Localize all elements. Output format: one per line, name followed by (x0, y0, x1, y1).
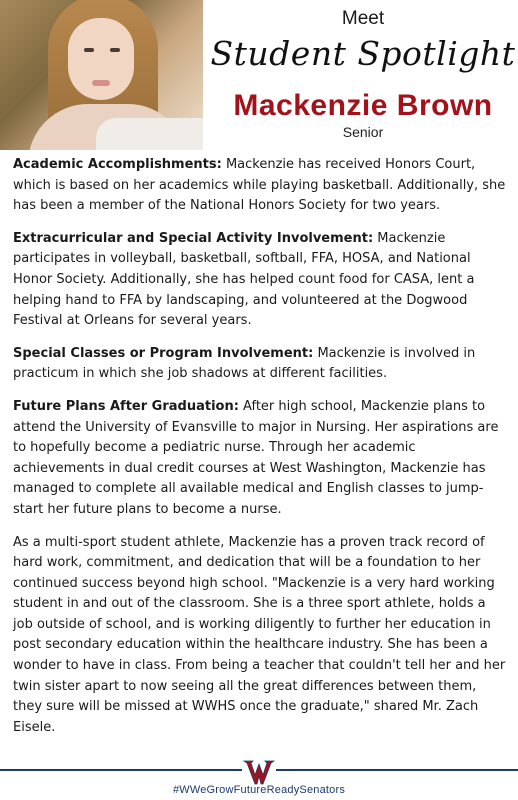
section-text: Mackenzie participates in volleyball, basketball, softball, FFA, HOSA, and National Honor Society. Additionally, she has helped count food for CASA, lent a helping hand to FFA by landscaping, and volunteered at the Dogwood Festival at Orleans for several years. (13, 230, 475, 329)
photo-eye-right (110, 48, 120, 52)
student-name: Mackenzie Brown (233, 89, 493, 122)
spotlight-content (13, 155, 507, 750)
meet-label: Meet (341, 8, 385, 29)
section-text: Mackenzie has received Honors Court, which is based on her academics while playing basketball. Additionally, she has been a member of the National Honors Society for two years. (13, 157, 506, 214)
photo-eye-left (84, 48, 94, 52)
section-text: Mackenzie is involved in practicum in which she job shadows at different facilities. (13, 345, 476, 382)
spotlight-header (208, 0, 518, 140)
spotlight-title: Student Spotlight (210, 34, 516, 73)
section-future-plans (13, 397, 507, 521)
section-label: Academic Accomplishments: (13, 157, 222, 172)
student-grade: Senior (342, 124, 384, 140)
section-special-classes (13, 344, 507, 385)
photo-lips (92, 80, 110, 86)
footer-hashtag: #WWeGrowFutureReadySenators (172, 784, 346, 796)
section-label: Extracurricular and Special Activity Involvement: (13, 230, 374, 246)
section-label: Special Classes or Program Involvement: (13, 345, 314, 361)
closing-paragraph: As a multi-sport student athlete, Mackenzie has a proven track record of hard work, commitment, and dedication that will be a foundation to her continued success beyond high school. "Mackenzie is a very hard working student in and out of the classroom. She is a three sport athlete, holds a job outside of school, and is working diligently to further her education in post secondary education within the healthcare industry. She has been a wonder to have in class. From being a teacher that couldn't tell her and her twin sister apart to now seeing all the great differences between them, they sure will be missed at WWHS once the graduate," shared Mr. Zach Eisele. (13, 534, 506, 735)
section-academic (13, 155, 507, 217)
photo-face (68, 18, 134, 100)
ww-logo-icon (242, 757, 276, 787)
section-label: Future Plans After Graduation: (13, 398, 239, 414)
section-text: After high school, Mackenzie plans to attend the University of Evansville to major in Nursing. Her aspirations are to hopefully become a pediatric nurse. Through her academic achievements in dual credit courses at West Washington, Mackenzie has managed to complete all available medical and English classes to jump-start her future plans to become a nurse. (13, 398, 499, 517)
section-extracurricular (13, 229, 507, 332)
student-photo (0, 0, 203, 150)
photo-dress (96, 118, 203, 150)
